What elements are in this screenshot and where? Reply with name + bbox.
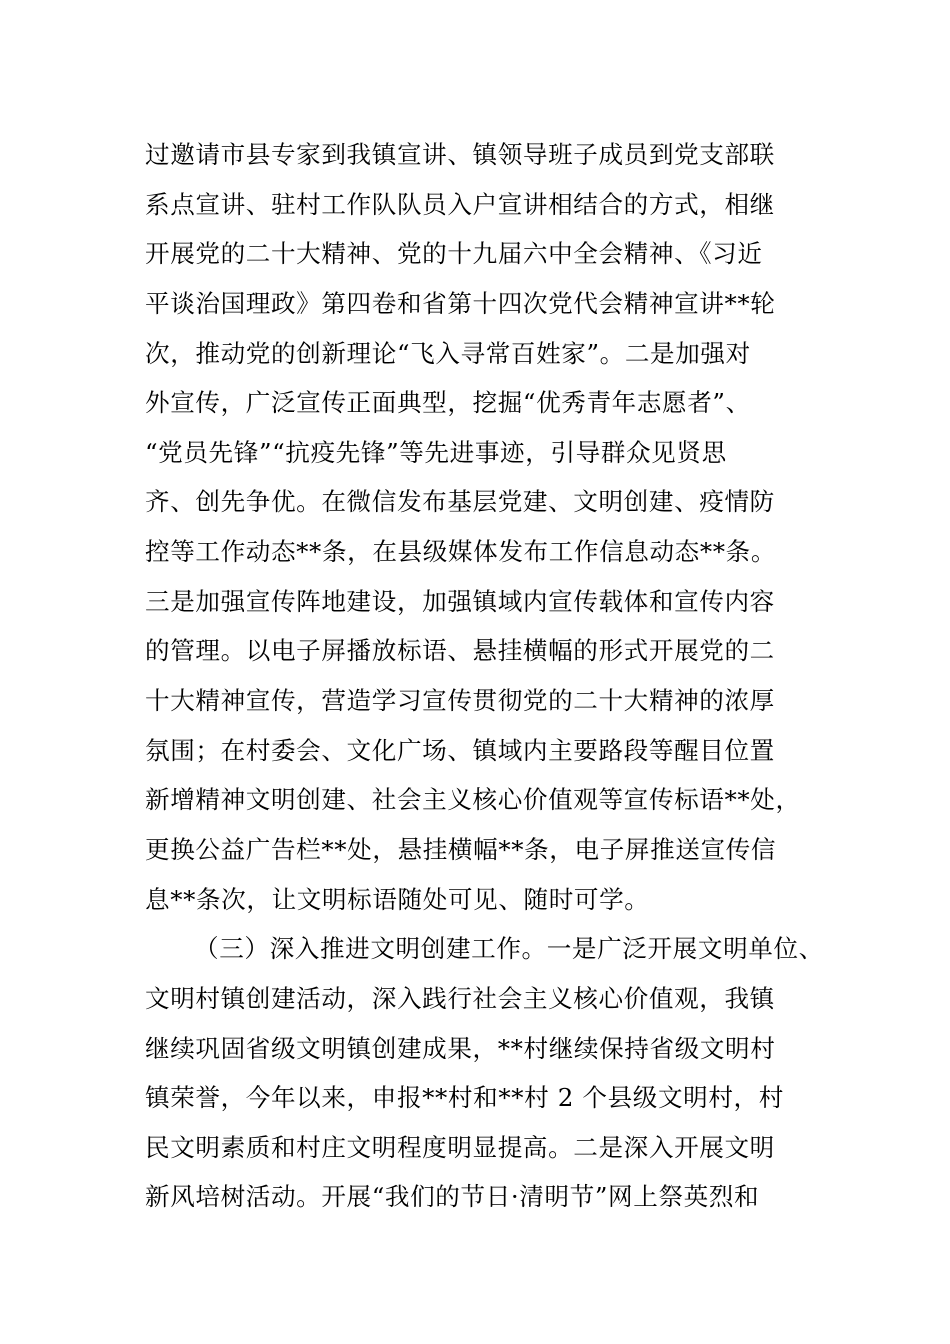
text-line: 系点宣讲、驻村工作队队员入户宣讲相结合的方式，相继 — [145, 189, 775, 219]
text-line: 镇荣誉，今年以来，申报**村和**村 2 个县级文明村，村 — [145, 1083, 784, 1113]
text-line: 继续巩固省级文明镇创建成果，**村继续保持省级文明村 — [145, 1033, 776, 1063]
text-line: 次，推动党的创新理论“飞入寻常百姓家”。二是加强对 — [145, 338, 751, 368]
text-line: 息**条次，让文明标语随处可见、随时可学。 — [145, 884, 650, 914]
text-line: 平谈治国理政》第四卷和省第十四次党代会精神宣讲**轮 — [145, 288, 776, 318]
body-text — [145, 130, 845, 1222]
text-line: “党员先锋”“抗疫先锋”等先进事迹，引导群众见贤思 — [145, 437, 727, 467]
text-line: 的管理。以电子屏播放标语、悬挂横幅的形式开展党的二 — [145, 636, 775, 666]
text-line: 齐、创先争优。在微信发布基层党建、文明创建、疫情防 — [145, 487, 775, 517]
text-line: 民文明素质和村庄文明程度明显提高。二是深入开展文明 — [145, 1132, 775, 1162]
text-line: 更换公益广告栏**处，悬挂横幅**条，电子屏推送宣传信 — [145, 834, 777, 864]
text-line: 十大精神宣传，营造学习宣传贯彻党的二十大精神的浓厚 — [145, 686, 775, 716]
text-line: 新风培树活动。开展“我们的节日·清明节”网上祭英烈和 — [145, 1182, 760, 1212]
text-line: 开展党的二十大精神、党的十九届六中全会精神、《习近 — [145, 239, 763, 269]
text-line: 氛围；在村委会、文化广场、镇域内主要路段等醒目位置 — [145, 735, 775, 765]
section-heading-line: （三）深入推进文明创建工作。一是广泛开展文明单位、 — [194, 934, 824, 964]
text-line: 控等工作动态**条，在县级媒体发布工作信息动态**条。 — [145, 537, 777, 567]
text-line: 文明村镇创建活动，深入践行社会主义核心价值观，我镇 — [145, 983, 775, 1013]
text-line: 新增精神文明创建、社会主义核心价值观等宣传标语**处， — [145, 785, 801, 815]
text-line: 三是加强宣传阵地建设，加强镇域内宣传载体和宣传内容 — [145, 586, 775, 616]
text-line: 外宣传，广泛宣传正面典型，挖掘“优秀青年志愿者”、 — [145, 388, 751, 418]
text-line: 过邀请市县专家到我镇宣讲、镇领导班子成员到党支部联 — [145, 140, 775, 169]
